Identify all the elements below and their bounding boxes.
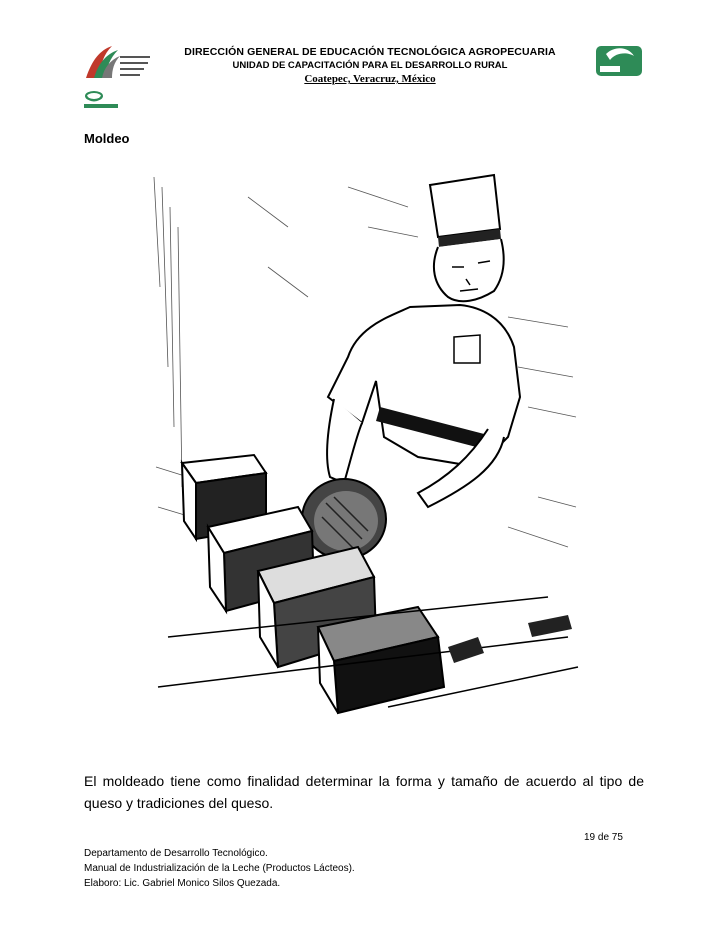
- dgeta-logo-icon: [594, 44, 644, 78]
- footer-author: Elaboro: Lic. Gabriel Monico Silos Quezada.: [84, 878, 281, 889]
- footer-department: Departamento de Desarrollo Tecnológico.: [84, 848, 268, 859]
- page-header: [0, 0, 728, 115]
- page-footer: [84, 846, 355, 891]
- header-location: Coatepec, Veracruz, México: [304, 73, 436, 85]
- header-institution: DIRECCIÓN GENERAL DE EDUCACIÓN TECNOLÓGICA AGROPECUARIA: [184, 46, 556, 58]
- footer-manual: Manual de Industrialización de la Leche (Productos Lácteos).: [84, 863, 355, 874]
- sep-logo-icon: [82, 42, 152, 82]
- header-unit: UNIDAD DE CAPACITACIÓN PARA EL DESARROLLO RURAL: [232, 60, 508, 71]
- section-title: Moldeo: [84, 131, 130, 146]
- molding-illustration: [148, 167, 580, 747]
- chef-hat: [430, 175, 500, 237]
- body-paragraph: El moldeado tiene como finalidad determinar la forma y tamaño de acuerdo al tipo de queso y tradiciones del queso.: [84, 773, 644, 811]
- unicader-logo-icon: [82, 90, 120, 110]
- page-number: 19 de 75: [584, 832, 623, 843]
- man-head: [434, 239, 504, 301]
